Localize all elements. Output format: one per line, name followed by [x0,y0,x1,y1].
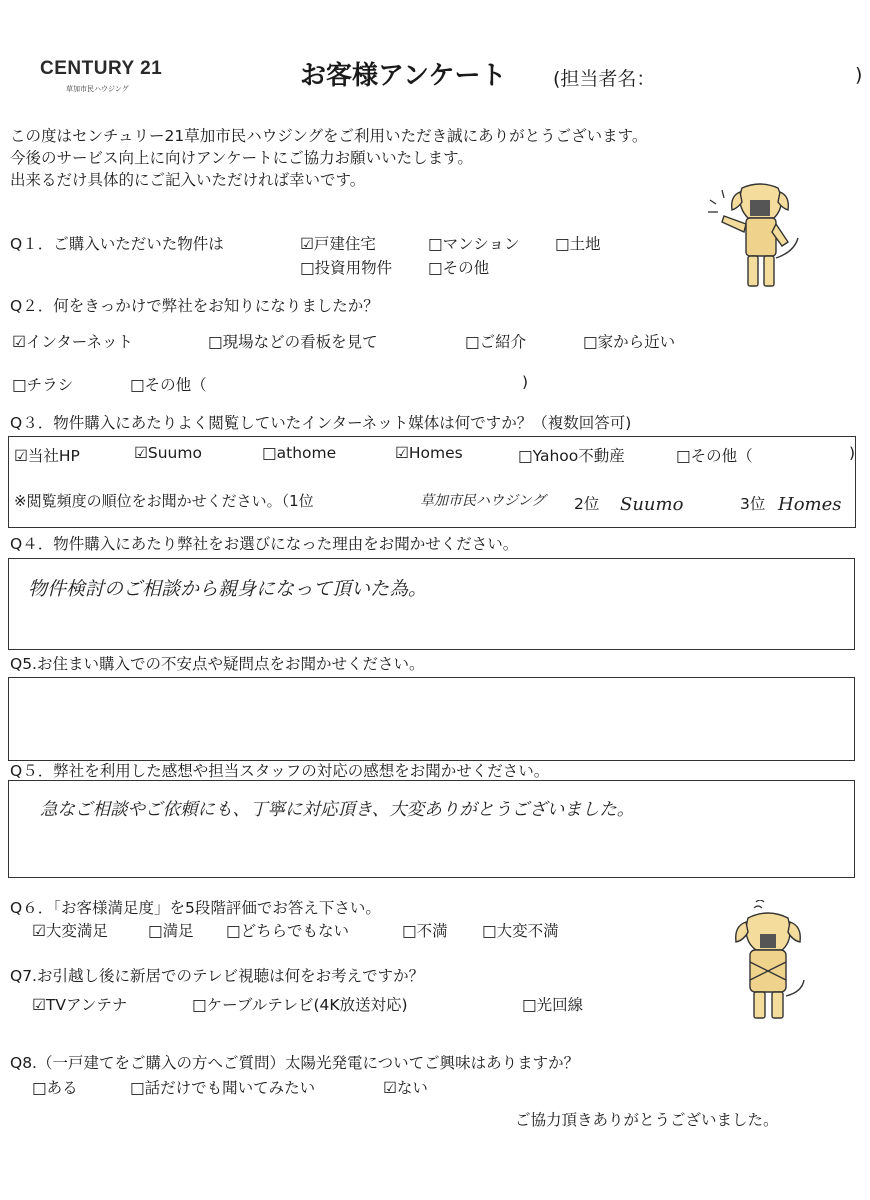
q2-other-close: ) [522,373,529,391]
q3-option-other[interactable]: □その他（ [676,447,753,465]
q3-other-close: ) [849,444,856,462]
q4-question: Q４．物件購入にあたり弊社をお選びになった理由をお聞かせください。 [10,535,519,553]
q7-option-cable-tv[interactable]: □ケーブルテレビ(4K放送対応) [192,996,408,1014]
q5b-question: Q５．弊社を利用した感想や担当スタッフの対応の感想をお聞かせください。 [10,762,550,780]
q1-option-detached-house[interactable]: ☑戸建住宅 [300,235,376,253]
q3-option-yahoo[interactable]: □Yahoo不動産 [518,447,625,465]
q2-question: Q２．何をきっかけで弊社をお知りになりましたか？ [10,297,379,315]
q6-option-very-dissatisfied[interactable]: □大変不満 [482,922,559,940]
q6-option-satisfied[interactable]: □満足 [148,922,194,940]
q6-option-dissatisfied[interactable]: □不満 [402,922,448,940]
dog-mascot-arms-crossed-icon [728,900,808,1022]
q7-question: Q7.お引越し後に新居でのテレビ視聴は何をお考えですか？ [10,967,425,985]
q3-option-athome[interactable]: □athome [262,444,337,462]
q2-option-other[interactable]: □その他（ [130,376,207,394]
q2-option-referral[interactable]: □ご紹介 [465,333,527,351]
q3-rank-label: ※閲覧頻度の順位をお聞かせください。（1位 [14,492,314,510]
q6-option-neutral[interactable]: □どちらでもない [226,922,349,940]
q3-option-suumo[interactable]: ☑Suumo [134,444,202,462]
q4-answer-box [8,558,855,650]
q5a-question: Q5.お住まい購入での不安点や疑問点をお聞かせください。 [10,655,425,673]
q2-option-flyer[interactable]: □チラシ [12,376,74,394]
q8-question: Q8.（一戸建てをご購入の方へご質問）太陽光発電についてご興味はありますか？ [10,1054,580,1072]
q6-option-very-satisfied[interactable]: ☑大変満足 [32,922,108,940]
logo-subtitle: 草加市民ハウジング [66,85,129,93]
intro-line-2: 今後のサービス向上に向けアンケートにご協力お願いいたします。 [10,149,473,167]
q5a-answer-box[interactable] [8,677,855,761]
century21-logo: CENTURY 21 [40,58,163,79]
q4-answer: 物件検討のご相談から親身になって頂いた為。 [28,578,428,600]
q3-rank3-label: 3位 [740,495,766,513]
page-title: お客様アンケート [300,61,507,91]
intro-line-3: 出来るだけ具体的にご記入いただければ幸いです。 [10,171,366,189]
q6-question: Q６．「お客様満足度」を5段階評価でお答え下さい。 [10,899,381,917]
thanks-message: ご協力頂きありがとうございました。 [515,1111,779,1129]
staff-name-label: (担当者名： [553,68,656,90]
q3-rank2-answer: Suumo [620,494,684,515]
q7-option-fiber[interactable]: □光回線 [522,996,584,1014]
q1-option-condo[interactable]: □マンション [428,235,520,253]
q2-option-signboard[interactable]: □現場などの看板を見て [208,333,378,351]
q5b-answer: 急なご相談やご依頼にも、丁寧に対応頂き、大変ありがとうございました。 [40,800,635,820]
q8-option-just-hear[interactable]: □話だけでも聞いてみたい [130,1079,316,1097]
q3-rank2-label: 2位 [574,495,600,513]
q1-option-other[interactable]: □その他 [428,259,490,277]
q1-question: Q１．ご購入いただいた物件は [10,235,224,253]
q3-rank3-answer: Homes [778,494,842,515]
intro-line-1: この度はセンチュリー21草加市民ハウジングをご利用いただき誠にありがとうございます。 [10,127,648,145]
q5b-answer-box [8,780,855,878]
q3-rank1-answer: 草加市民ハウジング [420,493,546,509]
staff-name-close: ) [855,64,863,86]
q3-option-company-hp[interactable]: ☑当社HP [14,447,80,465]
q3-question: Q３．物件購入にあたりよく閲覧していたインターネット媒体は何ですか？（複数回答可) [10,414,632,432]
dog-mascot-pointing-icon [702,178,802,290]
q2-option-internet[interactable]: ☑インターネット [12,333,134,351]
q1-option-land[interactable]: □土地 [555,235,601,253]
q8-option-yes[interactable]: □ある [32,1079,78,1097]
q1-option-investment[interactable]: □投資用物件 [300,259,393,277]
q3-option-homes[interactable]: ☑Homes [395,444,463,462]
q7-option-tv-antenna[interactable]: ☑TVアンテナ [32,996,128,1014]
q2-option-near-home[interactable]: □家から近い [583,333,676,351]
q8-option-no[interactable]: ☑ない [383,1079,428,1097]
